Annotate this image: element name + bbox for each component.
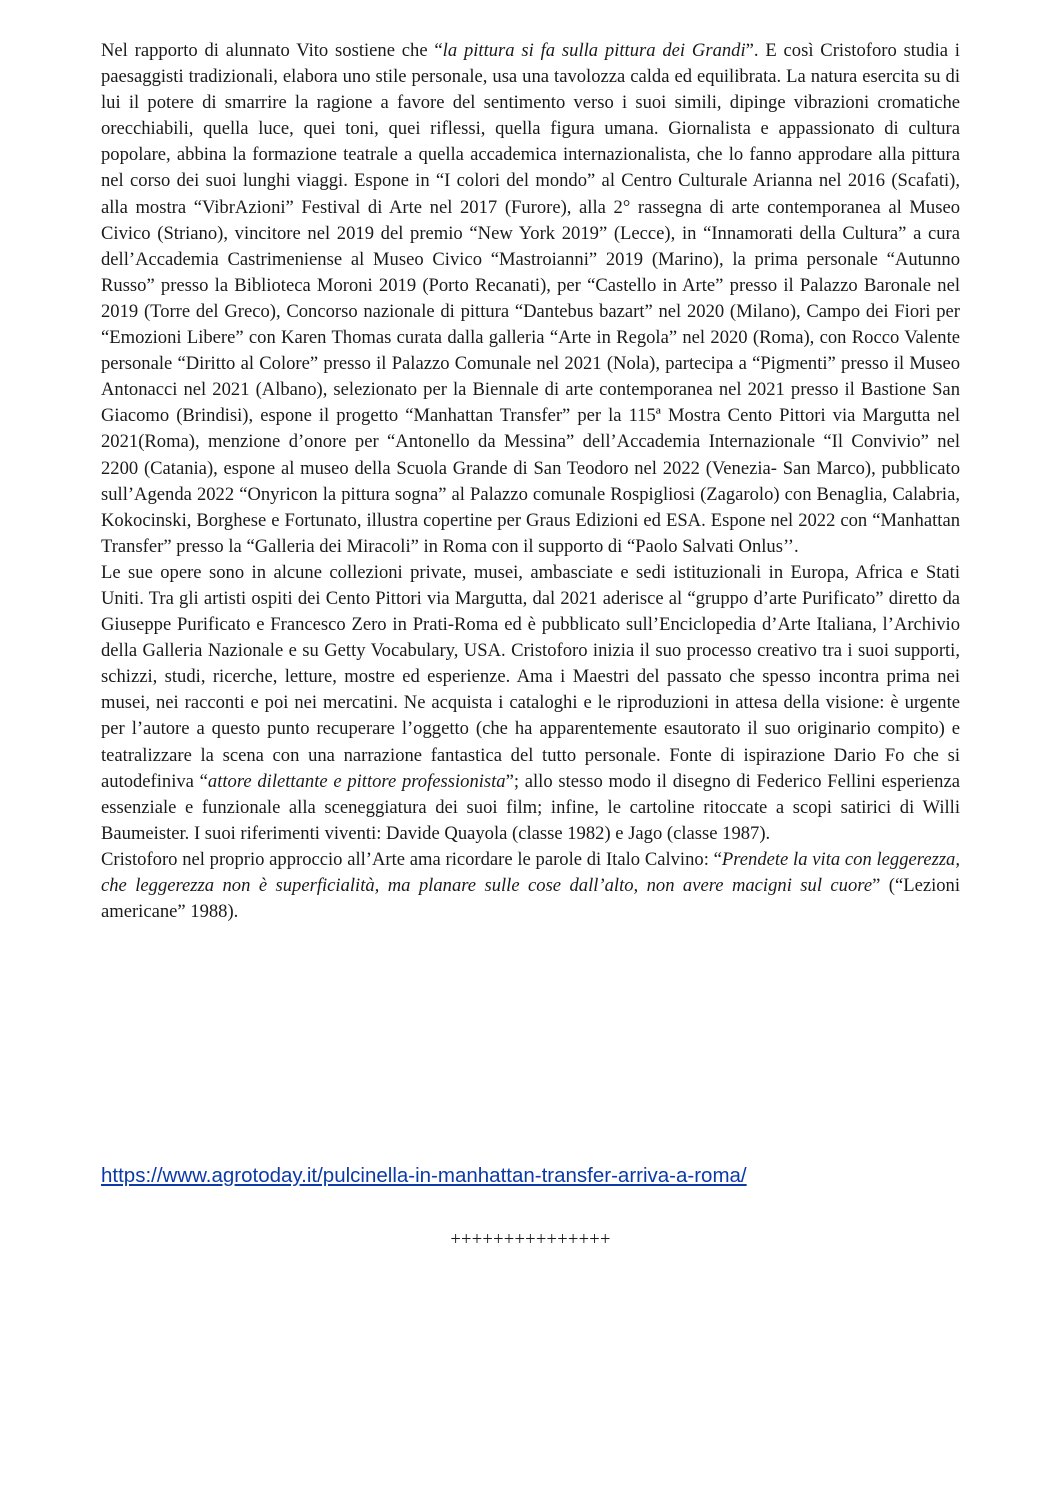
source-link-line — [101, 1162, 747, 1190]
paragraph-calvino-intro: Cristoforo nel proprio approccio all’Arte ama ricordare le parole di Italo Calvino: “ — [101, 848, 722, 870]
paragraph-exhibitions — [101, 38, 960, 560]
article-body — [101, 38, 960, 925]
quote-dario-fo: attore dilettante e pittore professionista — [207, 770, 506, 792]
source-link[interactable]: https://www.agrotoday.it/pulcinella-in-manhattan-transfer-arriva-a-roma/ — [101, 1164, 747, 1187]
paragraph-collections — [101, 560, 960, 847]
paragraph-exhibitions-text: ”. E così Cristoforo studia i paesaggisti tradizionali, elabora uno stile personale, usa una tavolozza calda ed equilibrata. La natura esercita su di lui il potere di smarrire la ragione a favore del sentimento verso i suoi simili, dipinge vibrazioni cromatiche orecchiabili, quella luce, quei toni, quei riflessi, quella figura umana. Giornalista e appassionato di cultura popolare, abbina la formazione teatrale a quella accademica internazionalista, che lo fanno approdare alla pittura nel corso dei suoi lunghi viaggi. Espone in “I colori del mondo” al Centro Culturale Arianna nel 2016 (Scafati), alla mostra “VibrAzioni” Festival di Arte nel 2017 (Furore), alla 2° rassegna di arte contemporanea al Museo Civico (Striano), vincitore nel 2019 del premio “New York 2019” (Lecce), in “Innamorati della Cultura” a cura dell’Accademia Castrimeniense al Museo Civico “Mastroianni” 2019 (Marino), la prima personale “Autunno Russo” presso la Biblioteca Moroni 2019 (Porto Recanati), per “Castello in Arte” presso il Palazzo Baronale nel 2019 (Torre del Greco), Concorso nazionale di pittura “Dantebus bazart” nel 2020 (Milano), Campo dei Fiori per “Emozioni Libere” con Karen Thomas curata dalla galleria “Arte in Regola” nel 2020 (Roma), con Rocco Valente personale “Diritto al Colore” presso il Palazzo Comunale nel 2021 (Nola), partecipa a “Pigmenti” presso il Museo Antonacci nel 2021 (Albano), selezionato per la Biennale di arte contemporanea nel 2021 presso il Bastione San Giacomo (Brindisi), espone il progetto “Manhattan Transfer” per la 115ª Mostra Cento Pittori via Margutta nel 2021(Roma), menzione d’onore per “Antonello da Messina” dell’Accademia Internazionale “Il Convivio” nel 2200 (Catania), espone al museo della Scuola Grande di San Teodoro nel 2022 (Venezia- San Marco), pubblicato sull’Agenda 2022 “Onyricon la pittura sogna” al Palazzo comunale Rospigliosi (Zagarolo) con Benaglia, Calabria, Kokocinski, Borghese e Fortunato, illustra copertine per Graus Edizioni ed ESA. Espone nel 2022 con “Manhattan Transfer” presso la “Galleria dei Miracoli” in Roma con il supporto di “Paolo Salvati Onlus’’. — [101, 40, 960, 557]
paragraph-exhibitions-intro: Nel rapporto di alunnato Vito sostiene che “ — [101, 40, 443, 61]
paragraph-calvino — [101, 847, 960, 925]
paragraph-collections-tail: ”; allo stesso modo il disegno di Federico Fellini esperienza essenziale e funzionale alla sceneggiatura dei suoi film; infine, le cartoline ritoccate a scopi satirici di Willi Baumeister. I suoi riferimenti viventi: Davide Quayola (classe 1982) e Jago (classe 1987). — [101, 770, 960, 844]
section-divider: +++++++++++++++ — [450, 1229, 611, 1250]
paragraph-calvino-tail: ” (“Lezioni americane” 1988). — [101, 875, 960, 923]
quote-pittura-dei-grandi: la pittura si fa sulla pittura dei Grandi — [442, 40, 746, 61]
paragraph-collections-text: Le sue opere sono in alcune collezioni private, musei, ambasciate e sedi istituzionali in Europa, Africa e Stati Uniti. Tra gli artisti ospiti dei Cento Pittori via Margutta, dal 2021 aderisce al “gruppo d’arte Purificato” diretto da Giuseppe Purificato e Francesco Zero in Prati-Roma ed è pubblicato sull’Enciclopedia d’Arte Italiana, l’Archivio della Galleria Nazionale e su Getty Vocabulary, USA. Cristoforo inizia il suo processo creativo tra i suoi supporti, schizzi, studi, ricerche, letture, mostre ed esperienze. Ama i Maestri del passato che spesso incontra prima nei musei, nei racconti e poi nei mercatini. Ne acquista i cataloghi e le riproduzioni in attesa della visione: è urgente per l’autore a questo punto recuperare l’oggetto (che ha apparentemente esautorato il suo originario compito) e teatralizzare la scena con una narrazione fantastica del tutto personale. Fonte di ispirazione Dario Fo che si autodefiniva “ — [101, 561, 960, 792]
quote-calvino: Prendete la vita con leggerezza, che leggerezza non è superficialità, ma planare sulle cose dall’alto, non avere macigni sul cuore — [101, 848, 960, 896]
